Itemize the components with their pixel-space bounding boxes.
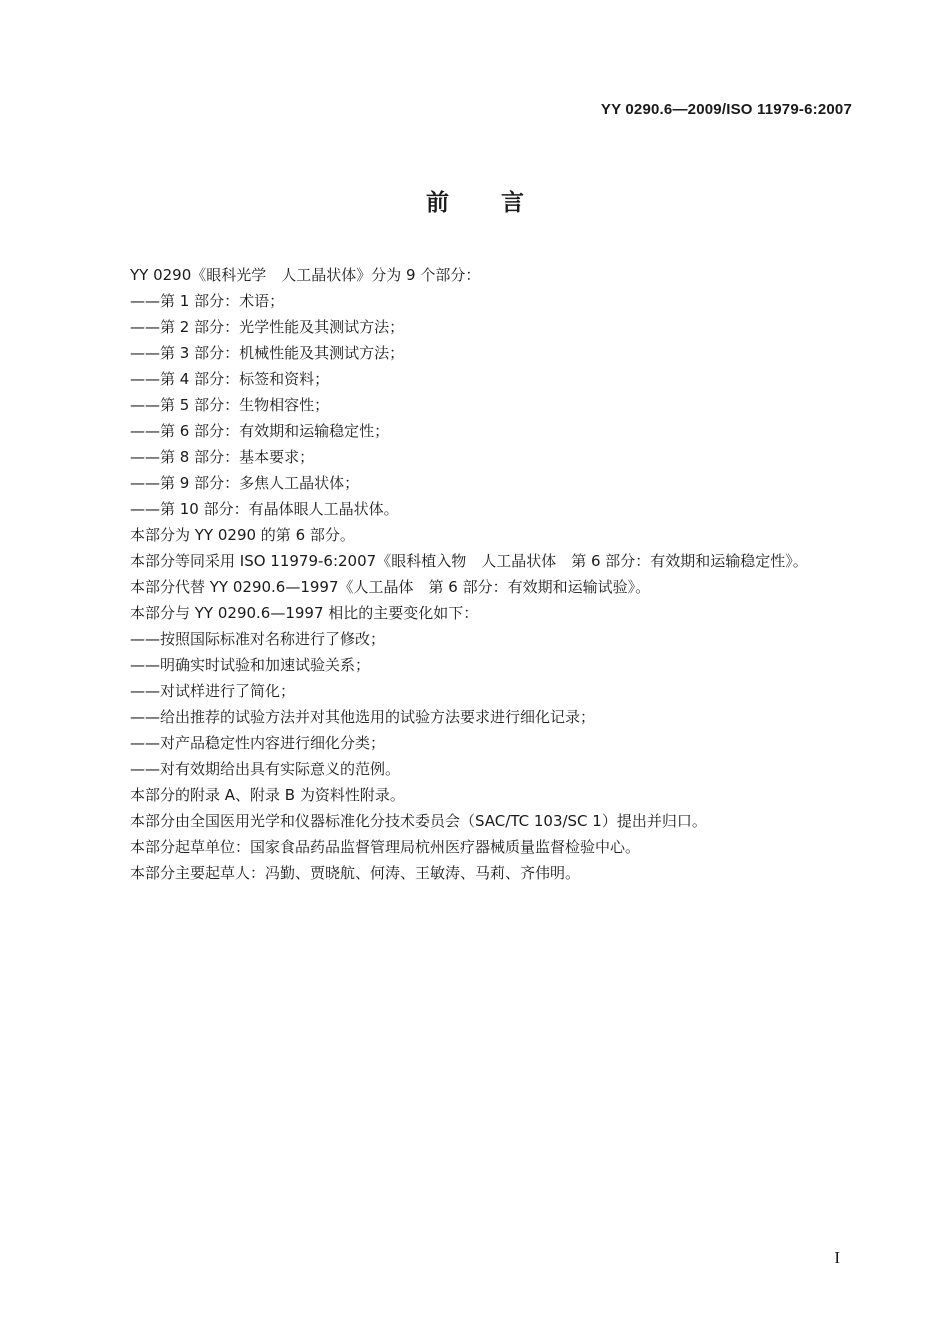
paragraph-proposed-by: 本部分由全国医用光学和仪器标准化分技术委员会（SAC/TC 103/SC 1）提出并归口。 bbox=[130, 812, 707, 830]
list-item-change-4: ——给出推荐的试验方法并对其他选用的试验方法要求进行细化记录； bbox=[130, 708, 596, 726]
list-item-change-5: ——对产品稳定性内容进行细化分类； bbox=[130, 734, 386, 752]
list-item-part-4: ——第 4 部分：标签和资料； bbox=[130, 370, 330, 388]
page-number: I bbox=[834, 1248, 840, 1267]
foreword-body bbox=[130, 262, 870, 886]
list-item-part-3: ——第 3 部分：机械性能及其测试方法； bbox=[130, 344, 405, 362]
list-item-part-10: ——第 10 部分：有晶体眼人工晶状体。 bbox=[130, 500, 399, 518]
list-item-part-1: ——第 1 部分：术语； bbox=[130, 292, 285, 310]
page-title: 前言 bbox=[426, 190, 576, 216]
paragraph-replaces: 本部分代替 YY 0290.6—1997《人工晶体 第 6 部分：有效期和运输试验》。 bbox=[130, 578, 651, 596]
paragraph-drafting-unit: 本部分起草单位：国家食品药品监督管理局杭州医疗器械质量监督检验中心。 bbox=[130, 838, 641, 856]
paragraph-appendix: 本部分的附录 A、附录 B 为资料性附录。 bbox=[130, 786, 405, 804]
list-item-change-2: ——明确实时试验和加速试验关系； bbox=[130, 656, 371, 674]
list-item-change-1: ——按照国际标准对名称进行了修改； bbox=[130, 630, 386, 648]
list-item-part-8: ——第 8 部分：基本要求； bbox=[130, 448, 315, 466]
list-item-change-3: ——对试样进行了简化； bbox=[130, 682, 296, 700]
list-item-part-9: ——第 9 部分：多焦人工晶状体； bbox=[130, 474, 360, 492]
list-item-part-2: ——第 2 部分：光学性能及其测试方法； bbox=[130, 318, 405, 336]
paragraph-drafters: 本部分主要起草人：冯勤、贾晓航、何涛、王敏涛、马莉、齐伟明。 bbox=[130, 864, 581, 882]
standard-code-header: YY 0290.6—2009/ISO 11979-6:2007 bbox=[600, 101, 852, 118]
paragraph-changes-intro: 本部分与 YY 0290.6—1997 相比的主要变化如下： bbox=[130, 604, 479, 622]
list-item-part-6: ——第 6 部分：有效期和运输稳定性； bbox=[130, 422, 390, 440]
paragraph-parts-intro: YY 0290《眼科光学 人工晶状体》分为 9 个部分： bbox=[130, 266, 481, 284]
list-item-part-5: ——第 5 部分：生物相容性； bbox=[130, 396, 330, 414]
paragraph-this-part: 本部分为 YY 0290 的第 6 部分。 bbox=[130, 526, 355, 544]
paragraph-adoption: 本部分等同采用 ISO 11979-6:2007《眼科植入物 人工晶状体 第 6 部分：有效期和运输稳定性》。 bbox=[130, 552, 808, 570]
list-item-change-6: ——对有效期给出具有实际意义的范例。 bbox=[130, 760, 401, 778]
